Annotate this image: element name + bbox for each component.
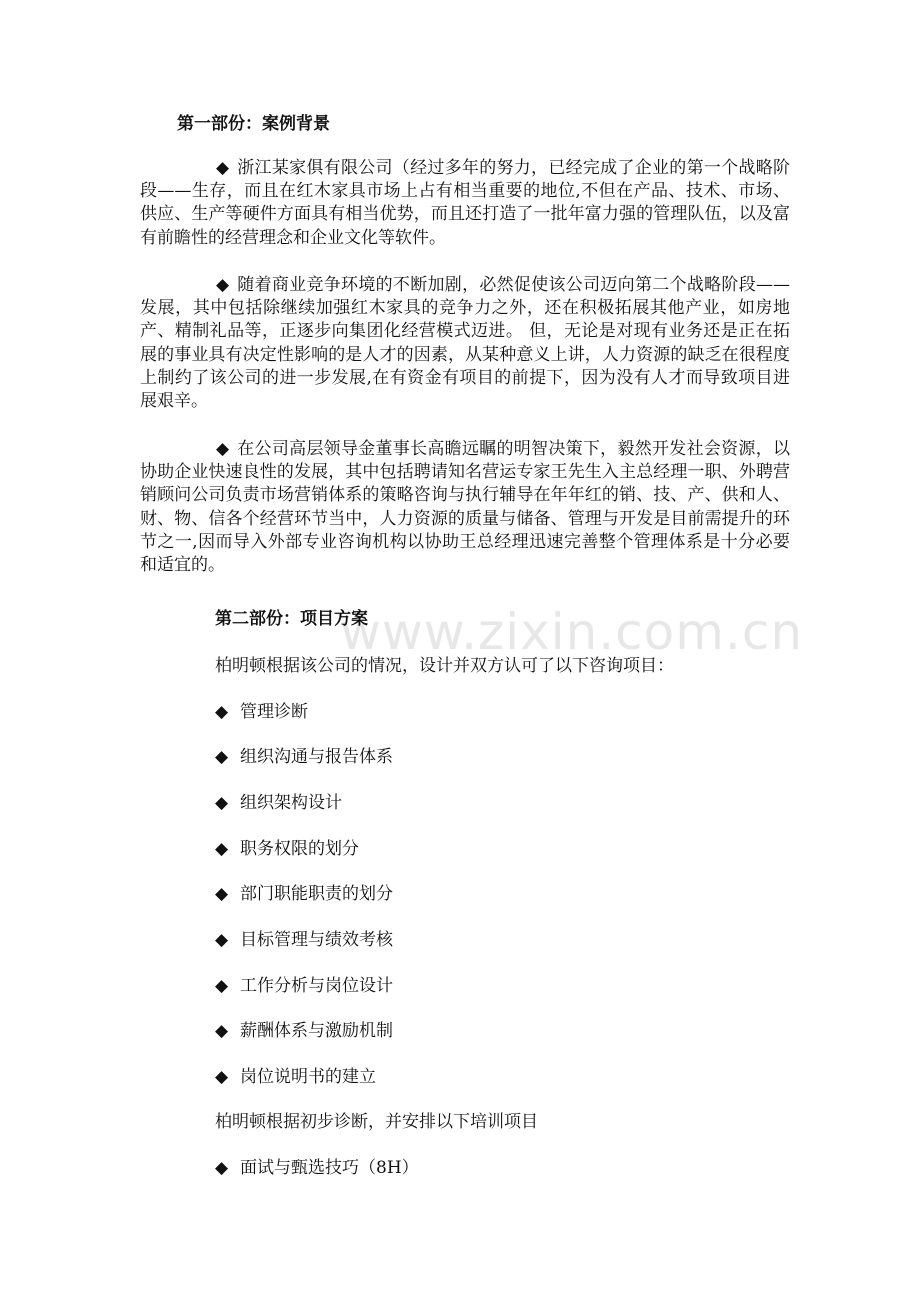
section-heading-case-background: 第一部份：案例背景 — [177, 114, 330, 134]
watermark: www.zixin.com.cn — [340, 603, 804, 661]
list-item-text: 薪酬体系与激励机制 — [240, 1021, 393, 1041]
training-intro: 柏明顿根据初步诊断，并安排以下培训项目 — [215, 1112, 538, 1132]
diamond-bullet-icon: ◆ — [216, 275, 230, 295]
diamond-bullet-icon: ◆ — [215, 1158, 229, 1178]
paragraph-text: 随着商业竞争环境的不断加剧，必然促使该公司迈向第二个战略阶段——发展，其中包括除继续加强红木家具的竞争力之外，还在积极拓展其他产业，如房地产、精制礼品等，正逐步向集团化经营模式迈进。 但，无论是对现有业务还是正在拓展的事业具有决定性影响的是人才的因素，从某种意义上讲，人力资源的缺乏在很程度上制约了该公司的进一步发展,在有资金有项目的前提下，因为没有人才而导致项目进展艰辛。 — [140, 275, 790, 412]
diamond-bullet-icon: ◆ — [215, 839, 229, 859]
list-item — [215, 746, 393, 769]
diamond-bullet-icon: ◆ — [215, 702, 229, 722]
diamond-bullet-icon: ◆ — [215, 930, 229, 950]
background-paragraph-1 — [140, 157, 790, 250]
list-item — [215, 929, 393, 952]
diamond-bullet-icon: ◆ — [215, 793, 229, 813]
list-item — [215, 1020, 393, 1043]
background-paragraph-2 — [140, 274, 790, 413]
diamond-bullet-icon: ◆ — [215, 976, 229, 996]
list-item-text: 岗位说明书的建立 — [240, 1067, 376, 1087]
list-item — [215, 883, 393, 906]
diamond-bullet-icon: ◆ — [216, 158, 230, 178]
list-item — [215, 792, 342, 815]
diamond-bullet-icon: ◆ — [215, 884, 229, 904]
diamond-bullet-icon: ◆ — [215, 747, 229, 767]
list-item — [215, 975, 393, 998]
list-item — [215, 701, 308, 724]
list-item — [215, 1066, 376, 1089]
list-item-text: 管理诊断 — [240, 702, 308, 722]
consulting-intro: 柏明顿根据该公司的情况，设计并双方认可了以下咨询项目： — [215, 656, 674, 676]
list-item-text: 组织沟通与报告体系 — [240, 747, 393, 767]
list-item — [215, 1157, 419, 1180]
diamond-bullet-icon: ◆ — [215, 1067, 229, 1087]
list-item-text: 组织架构设计 — [240, 793, 342, 813]
section-heading-project-plan: 第二部份：项目方案 — [215, 609, 368, 629]
diamond-bullet-icon: ◆ — [215, 1021, 229, 1041]
list-item-text: 面试与甄选技巧（8H） — [240, 1158, 419, 1178]
list-item-text: 部门职能职责的划分 — [240, 884, 393, 904]
diamond-bullet-icon: ◆ — [216, 439, 230, 459]
list-item-text: 工作分析与岗位设计 — [240, 976, 393, 996]
paragraph-text: 在公司高层领导金董事长高瞻远瞩的明智决策下，毅然开发社会资源，以协助企业快速良性的发展，其中包括聘请知名营运专家王先生入主总经理一职、外聘营销顾问公司负责市场营销体系的策略咨询与执行辅导在年年红的销、技、产、供和人、财、物、信各个经营环节当中，人力资源的质量与储备、管理与开发是目前需提升的环节之一,因而导入外部专业咨询机构以协助王总经理迅速完善整个管理体系是十分必要和适宜的。 — [140, 439, 790, 576]
list-item — [215, 838, 359, 861]
paragraph-text: 浙江某家俱有限公司（经过多年的努力，已经完成了企业的第一个战略阶段——生存，而且在红木家具市场上占有相当重要的地位,不但在产品、技术、市场、供应、生产等硬件方面具有相当优势，而且还打造了一批年富力强的管理队伍，以及富有前瞻性的经营理念和企业文化等软件。 — [140, 158, 790, 248]
background-paragraph-3 — [140, 438, 790, 577]
list-item-text: 目标管理与绩效考核 — [240, 930, 393, 950]
list-item-text: 职务权限的划分 — [240, 839, 359, 859]
